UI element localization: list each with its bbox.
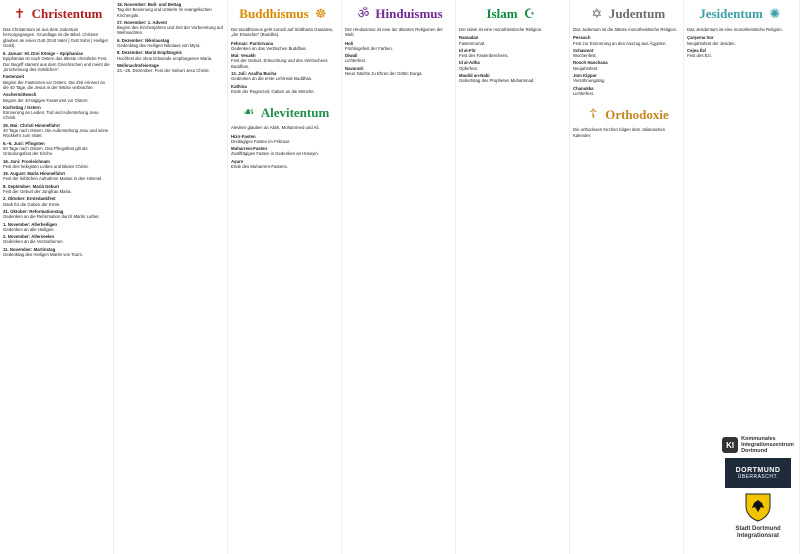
- entry-text: Epiphanias ist nach Ostern das älteste christliche Fest. Der Begriff stammt aus dem Griechischen und meint die „Erscheinung des Göttlichen“.: [3, 56, 110, 73]
- orthodoxie-intro: Die orthodoxen Kirchen folgen dem Julianischen Kalender.: [573, 127, 666, 138]
- alevitentum-banner: [231, 102, 338, 122]
- column-3: [228, 0, 342, 554]
- entry-title: Fastenzeit: [3, 74, 25, 80]
- calendar-entry: [3, 222, 110, 233]
- christentum-entries: [3, 51, 110, 257]
- ki-line-3: Dortmund: [741, 448, 768, 454]
- column-6: [570, 0, 684, 554]
- entry-text: Opferfest.: [459, 65, 478, 71]
- entry-text: Gedenktag des Heiligen Nikolaus von Myra.: [117, 43, 201, 49]
- calendar-entry: [459, 48, 566, 59]
- entry-text: Erinnerung an Leiden, Tod und Auferstehung Jesu Christi.: [3, 110, 99, 121]
- entry-title: 13. Juli: Asalha Bucha: [231, 71, 277, 77]
- entry-text: Beginn des Kirchenjahres und Zeit der Vorbereitung auf Weihnachten.: [117, 25, 223, 36]
- calendar-entry: [573, 73, 680, 84]
- entry-title: Holi: [345, 40, 354, 46]
- entry-title: 16. November: Buß- und Bettag: [117, 2, 182, 7]
- entry-title: 1. November: Allerheiligen: [3, 221, 58, 227]
- entry-title: 6. Dezember: Nikolaustag: [117, 37, 170, 43]
- entry-text: Gedenken an alle Heiligen.: [3, 226, 55, 232]
- entry-title: 11. November: Martinstag: [3, 246, 56, 252]
- stadt-dortmund-label: [735, 526, 780, 540]
- entry-text: Gedenken an die erste Lehrrede Buddhas.: [231, 76, 313, 82]
- entry-title: Maulid an-Nabi: [459, 73, 490, 79]
- cross-icon: ✝: [14, 6, 26, 21]
- calendar-entry: [117, 50, 224, 61]
- alevitentum-title: Alevitentum: [260, 104, 330, 120]
- entry-title: Februar: Parinirvana: [231, 40, 274, 46]
- entry-title: Schawuot: [573, 47, 594, 53]
- entry-title: Kathina: [231, 83, 247, 89]
- calendar-entry: [231, 53, 338, 69]
- coat-of-arms-icon: [743, 492, 773, 522]
- ki-logo-text: [741, 436, 794, 454]
- entry-text: Fest des Fastenbrechens.: [459, 53, 509, 59]
- christentum-intro: Das Christentum ist aus dem Judentum hervorgegangen. Grundlage ist die Bibel. Christen glauben an einen Gott (Gott Vater | Gott Sohn | Heiliger Geist).: [3, 27, 109, 48]
- peacock-icon: ✺: [769, 6, 781, 21]
- entry-title: 5.–6. Juni: Pfingsten: [3, 140, 45, 146]
- jesidentum-intro: Das Jesidentum ist eine monotheistische Religion.: [687, 27, 783, 32]
- entry-text: Gedenktag des Heiligen Martin von Tours.: [3, 251, 83, 257]
- entry-title: Weihnachtsfeiertage: [117, 62, 159, 68]
- calendar-entry: [3, 123, 110, 139]
- entry-text: Beginn der 40-tägigen Fastenzeit vor Ostern.: [3, 97, 89, 103]
- entry-title: 31. Oktober: Reformationstag: [3, 208, 64, 214]
- buddhismus-banner: [231, 4, 338, 24]
- entry-text: Gedenken an das Verlöschen Buddhas.: [231, 45, 307, 51]
- buddhismus-intro: Der Buddhismus geht zurück auf Siddharta Gautama, „der Erwachte“ (Buddha).: [231, 27, 333, 38]
- christentum-title: Christentum: [31, 6, 103, 22]
- alevi-icon: ☙: [242, 104, 255, 120]
- calendar-entry: [3, 141, 110, 157]
- calendar-entry: [3, 247, 110, 258]
- column-1: [0, 0, 114, 554]
- hinduismus-title: Hinduismus: [375, 6, 443, 22]
- calendar-entry: [459, 35, 566, 46]
- entry-text: Lichterfest.: [345, 58, 367, 64]
- calendar-entry: [231, 159, 338, 170]
- islam-banner: [459, 4, 566, 24]
- entry-text: Fest des heiligsten Leibes und Blutes Christi.: [3, 163, 89, 169]
- entry-text: Neujahrsfest.: [573, 65, 599, 71]
- calendar-entry: [117, 63, 224, 74]
- judentum-intro: Das Judentum ist die älteste monotheistische Religion.: [573, 27, 678, 32]
- buddhismus-entries: [231, 41, 338, 95]
- calendar-entry: [231, 146, 338, 157]
- entry-title: 27. November: 1. Advent: [117, 19, 167, 25]
- calendar-entry: [3, 159, 110, 170]
- calendar-entry: [573, 60, 680, 71]
- entry-title: Ramadan: [459, 35, 479, 41]
- calendar-entry: [345, 66, 452, 77]
- judentum-title: Judentum: [608, 6, 666, 22]
- islam-intro: Der Islam ist eine monotheistische Religion.: [459, 27, 543, 32]
- entry-text: Fest der leiblichen Aufnahme Marias in den Himmel.: [3, 176, 103, 182]
- islam-entries: [459, 35, 566, 83]
- entry-text: Gedenken an die Reformation durch Martin Luther.: [3, 214, 100, 220]
- entry-title: Aşure: [231, 158, 244, 164]
- dortmund-logo-line-1: DORTMUND: [735, 466, 781, 474]
- judentum-banner: [573, 4, 680, 24]
- entry-text: Geburtstag des Propheten Muhammad.: [459, 78, 535, 84]
- column-2: [114, 0, 228, 554]
- entry-text: Lichterfest.: [573, 90, 595, 96]
- calendar-entry: [687, 48, 796, 59]
- judentum-entries: [573, 35, 680, 96]
- calendar-entry: [3, 105, 110, 121]
- calendar-entry: [573, 48, 680, 59]
- jesidentum-title: Jesidentum: [699, 6, 763, 22]
- entry-text: Fest zur Erinnerung an den Auszug aus Ägypten.: [573, 40, 667, 46]
- om-icon: ॐ: [357, 6, 370, 21]
- calendar-entry: [3, 184, 110, 195]
- entry-title: 2. November: Allerseelen: [3, 234, 55, 240]
- entry-title: Chanukka: [573, 85, 594, 91]
- entry-text: Beginn der Fastenzeit vor Ostern. Die Zeit erinnert an die 40 Tage, die Jesus in der Wüste verbrachte.: [3, 79, 105, 90]
- entry-title: Jom Kippur: [573, 73, 597, 79]
- calendar-entry: [231, 41, 338, 52]
- calendar-entry: [3, 92, 110, 103]
- calendar-entry: [3, 234, 110, 245]
- crescent-icon: ☪: [523, 6, 536, 21]
- stadt-line-1: Stadt Dortmund: [735, 526, 781, 532]
- christentum-banner: [3, 4, 110, 24]
- calendar-entry: [687, 35, 796, 46]
- calendar-entry: [345, 41, 452, 52]
- entry-text: Fest der Geburt, Erleuchtung und des Verlöschens Buddhas.: [231, 58, 328, 69]
- stadt-line-2: Integrationsrat: [736, 533, 779, 539]
- alevitentum-entries: [231, 134, 338, 170]
- entry-text: Dank für die Gaben der Ernte.: [3, 201, 61, 207]
- entry-title: Id al-Adha: [459, 60, 480, 66]
- calendar-entry: [231, 84, 338, 95]
- entry-text: Wochenfest.: [573, 53, 597, 59]
- calendar-entry: [3, 209, 110, 220]
- entry-text: Ende des Muharrem-Fastens.: [231, 164, 288, 170]
- entry-title: Diwali: [345, 53, 358, 59]
- calendar-entry: [117, 20, 224, 36]
- entry-text: 24.–26. Dezember: Fest der Geburt Jesu Christi.: [117, 68, 210, 74]
- entry-text: Zwölftägiges Fasten in Gedenken an Hüseyin.: [231, 151, 319, 157]
- entry-text: Tag der Besinnung und Umkehr im evangelischen Kirchenjahr.: [117, 7, 212, 18]
- hinduismus-entries: [345, 41, 452, 77]
- calendar-entry: [117, 2, 224, 18]
- orthodoxie-title: Orthodoxie: [605, 106, 669, 122]
- hinduismus-intro: Der Hinduismus ist eine der ältesten Religionen der Welt.: [345, 27, 443, 38]
- column-4: [342, 0, 456, 554]
- entry-text: Frühlingsfest der Farben.: [345, 45, 394, 51]
- calendar-entry: [573, 86, 680, 97]
- calendar-entry: [573, 35, 680, 46]
- calendar-entry: [3, 171, 110, 182]
- orthodoxie-banner: [573, 104, 680, 124]
- calendar-entry: [3, 51, 110, 72]
- calendar-entry: [117, 38, 224, 49]
- calendar-entry: [3, 196, 110, 207]
- entry-text: Neun Nächte zu Ehren der Göttin Durga.: [345, 71, 423, 77]
- entry-title: 6. Januar: Hl. Drei Könige – Epiphanias: [3, 51, 83, 57]
- entry-text: Fastenmonat.: [459, 40, 486, 46]
- calendar-entry: [459, 73, 566, 84]
- entry-title: Rosch Haschana: [573, 60, 608, 66]
- dortmund-logo-line-2: ÜBERRASCHT.: [737, 473, 779, 480]
- calendar-entry: [3, 74, 110, 90]
- calendar-entry: [345, 53, 452, 64]
- entry-title: 15. August: Mariä Himmelfahrt: [3, 171, 65, 177]
- ki-logo: [722, 436, 794, 454]
- entry-title: 2. Oktober: Erntedankfest: [3, 196, 56, 202]
- alevitentum-intro: Aleviten glauben an Allah, Mohammed und Ali.: [231, 125, 320, 131]
- jesidentum-entries: [687, 35, 796, 58]
- islam-title: Islam: [486, 6, 518, 22]
- entry-title: 8. Dezember: Mariä Empfängnis: [117, 50, 182, 56]
- entry-title: Pessach: [573, 35, 591, 41]
- star-of-david-icon: ✡: [591, 6, 603, 21]
- calendar-entry: [231, 134, 338, 145]
- ki-line-1: Kommunales: [741, 436, 776, 442]
- entry-text: Neujahrsfest der Jesiden.: [687, 40, 736, 46]
- entry-title: Aschermittwoch: [3, 92, 37, 98]
- hinduismus-banner: [345, 4, 452, 24]
- buddhismus-title: Buddhismus: [239, 6, 309, 22]
- dortmund-ueberrascht-logo: [725, 458, 791, 488]
- ki-line-2: Integrationszentrum: [741, 442, 794, 448]
- dharma-wheel-icon: ☸: [314, 6, 327, 21]
- entry-title: Id al-Fitr: [459, 47, 476, 53]
- entry-title: Mai: Vesakh: [231, 53, 256, 59]
- column-5: [456, 0, 570, 554]
- entry-title: 16. Juni: Fronleichnam: [3, 158, 50, 164]
- entry-title: Karfreitag / Ostern: [3, 104, 41, 110]
- footer-logos: [722, 436, 794, 548]
- entry-title: Navaratri: [345, 65, 364, 71]
- entry-title: 26. Mai: Christi Himmelfahrt: [3, 122, 60, 128]
- calendar-entry: [231, 71, 338, 82]
- jesidentum-banner: [687, 4, 796, 24]
- ki-logo-mark: [722, 437, 738, 453]
- christentum-entries-continued: [117, 2, 224, 74]
- entry-text: Gedenken an die Verstorbenen.: [3, 239, 64, 245]
- entry-text: 40 Tage nach Ostern. Die Auferstehung Jesu und seine Rückkehr zum Vater.: [3, 128, 109, 139]
- entry-title: Çarşema Sor: [687, 35, 714, 41]
- entry-text: Versöhnungstag.: [573, 78, 606, 84]
- entry-text: Fest der Geburt der Jungfrau Maria.: [3, 189, 72, 195]
- ki-logo-letters: KI: [726, 440, 735, 450]
- calendar-entry: [459, 60, 566, 71]
- entry-title: Muharrem-Fasten: [231, 146, 268, 152]
- entry-text: Fest des Ezi.: [687, 53, 712, 59]
- orthodox-cross-icon: ☦: [588, 106, 598, 122]
- entry-title: 8. September: Mariä Geburt: [3, 183, 60, 189]
- entry-text: Hochfest der ohne Erbsünde empfangenen Maria.: [117, 55, 213, 61]
- entry-title: Hizir-Fasten: [231, 133, 256, 139]
- entry-text: Ende der Regenzeit; Gaben an die Mönche.: [231, 88, 315, 94]
- entry-title: Cejna Êzî: [687, 47, 707, 53]
- entry-text: Dreitägiges Fasten im Februar.: [231, 138, 290, 144]
- entry-text: 50 Tage nach Ostern. Das Pfingstfest gilt als Gründungsfest der Kirche.: [3, 145, 88, 157]
